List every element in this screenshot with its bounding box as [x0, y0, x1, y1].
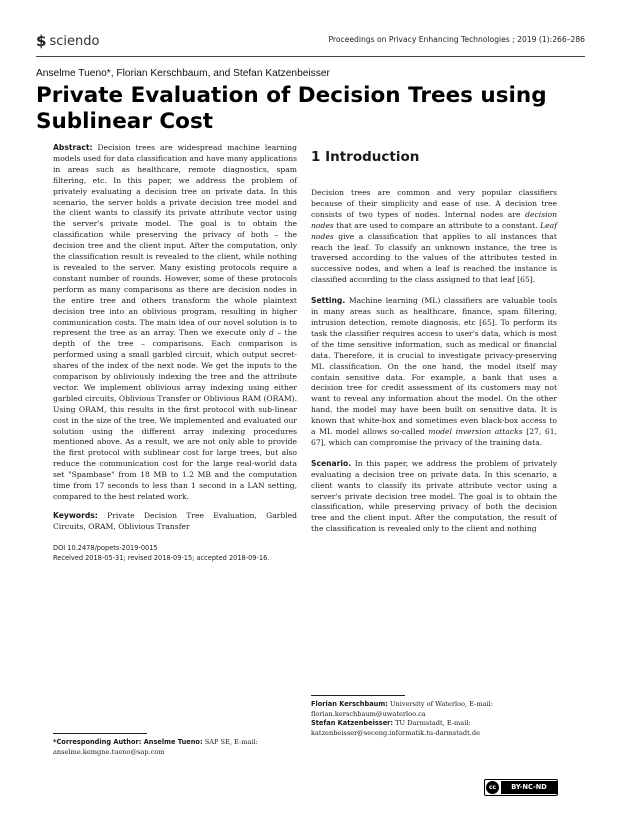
cc-license-badge: [484, 779, 558, 796]
setting-paragraph: [311, 296, 557, 449]
doi: DOI 10.2478/popets-2019-0015: [53, 543, 158, 552]
setting-emphasis: model inversion attacks: [428, 427, 523, 437]
received-dates: Received 2018-05-31; revised 2018-09-15; accepted 2018-09-16.: [53, 553, 270, 562]
paper-title: Private Evaluation of Decision Trees using Sublinear Cost: [36, 83, 547, 134]
left-column: [53, 143, 297, 563]
intro-p1-text-a: Decision trees are common and very popular classifiers because of their simplicity and ease of use. A decision tree consists of two types of nodes. Internal nodes are: [311, 188, 557, 219]
setting-label: Setting.: [311, 296, 346, 306]
footnote-divider-right: [311, 695, 405, 696]
author-list: Anselme Tueno*, Florian Kerschbaum, and Stefan Katzenbeisser: [36, 68, 330, 79]
intro-paragraph-1: [311, 188, 557, 286]
footnote-kerschbaum-text: University of Waterloo, E-mail: florian.kerschbaum@uwaterloo.ca: [311, 700, 493, 718]
footnote-divider-left: [53, 733, 147, 734]
sciendo-logo: [36, 32, 99, 50]
header-divider: [36, 56, 585, 57]
section-heading-introduction: 1 Introduction: [311, 149, 420, 165]
sciendo-logo-text: sciendo: [49, 33, 100, 49]
keywords-text: Private Decision Tree Evaluation, Garbled Circuits, ORAM, Oblivious Transfer: [53, 510, 297, 531]
setting-text-a: Machine learning (ML) classifiers are valuable tools in many areas such as healthcare, finance, spam filtering, intrusion detection, remote diagnosis, etc [65]. To perform its task the classifier requires access to user's data, which is most of the time sensitive information, such as medical or financial data. Therefore, it is crucial to investigate privacy-preserving ML classification. On the one hand, the model itself may contain sensitive data. For example, a bank that uses a decision tree for credit assessment of its customers may not want to reveal any information about the model. On the other hand, the model may have been built on sensitive data. It is known that white-box and sometimes even black-box access to a ML model allows so-called: [311, 296, 557, 437]
footnote-katzenbeisser-name: Stefan Katzenbeisser:: [311, 719, 394, 728]
scenario-label: Scenario.: [311, 458, 352, 468]
right-column: [311, 148, 557, 545]
abstract-variable-d: d: [269, 328, 274, 338]
scenario-text: In this paper, we address the problem of privately evaluating a decision tree on private data. In this scenario, a client wants to classify its private attribute vector using a server's private decision tree model. The goal is to obtain the classification, while preserving privacy of both the decision tree and the client input. After the computation, the result of the classification is revealed only to the client and nothing: [311, 458, 557, 534]
corresponding-author-footnote: [53, 738, 297, 757]
footnote-katzenbeisser: [311, 719, 557, 738]
intro-p1-text-c: give a classification that applies to all instances that reach the leaf. To classify an unknown instance, the tree is traversed according to the values of the attributes tested in successive nodes, and when a leaf is reached the instance is classified according to the class assigned to that leaf [65].: [311, 231, 557, 285]
intro-p1-emphasis-leaf-nodes: Leaf nodes: [311, 220, 557, 241]
license-terms: BY-NC-ND: [501, 781, 557, 794]
keywords: [53, 511, 297, 533]
abstract-text: Decision trees are widespread machine learning models used for data classification and have many applications in areas such as healthcare, remote diagnostics, spam filtering, etc. In this paper, we address the problem of privately evaluating a decision tree on private data. In this scenario, the server holds a private decision tree model and the client wants to classify its private attribute vector using the server's private model. The goal is to obtain the classification while preserving the privacy of both – the decision tree and the client input. After the computation, only the classification result is revealed to the client, while nothing is revealed to the server. Many existing protocols require a constant number of rounds. However, some of these protocols perform as many comparisons as there are decision nodes in the entire tree and others transform the whole plaintext decision tree into an oblivious program, resulting in higher communication costs. The main idea of our novel solution is to represent the tree as an array. Then we execute only: [53, 143, 297, 338]
footnote-corresponding-label: *Corresponding Author: Anselme Tueno:: [53, 738, 203, 746]
footnote-kerschbaum: [311, 700, 557, 719]
author-affiliations: [311, 700, 557, 738]
sciendo-logo-icon: $: [36, 32, 47, 50]
intro-p1-text-b: that are used to compare an attribute to a constant.: [333, 220, 541, 230]
footnote-kerschbaum-name: Florian Kerschbaum:: [311, 700, 388, 708]
setting-text-b: [27, 61, 67], which can compromise the privacy of the training data.: [311, 427, 557, 447]
abstract-text-continued: – the depth of the tree – comparisons. Each comparison is performed using a small garbled circuit, which output secret-shares of the index of the next node. We get the inputs to the comparison by obliviously indexing the tree and the attribute vector. We implement oblivious array indexing using either garbled circuits, Oblivious Transfer or Oblivious RAM (ORAM). Using ORAM, this results in the first protocol with sub-linear cost in the size of the tree. We implemented and evaluated our solution using the different array indexing procedures mentioned above. As a result, we are not only able to provide the first protocol with sublinear cost for large trees, but also reduce the communication cost for the large real-world data set "Spambase" from 18 MB to 1.2 MB and the computation time from 17 seconds to less than 1 second in a LAN setting, compared to the best related work.: [53, 328, 297, 501]
scenario-paragraph: [311, 459, 557, 535]
abstract-label: Abstract:: [53, 143, 93, 152]
footnote-corresponding-text: SAP SE, E-mail: anselme.kemgne.tueno@sap.com: [53, 738, 258, 756]
footnote-katzenbeisser-text: TU Darmstadt, E-mail: katzenbeisser@seceng.informatik.tu-darmstadt.de: [311, 719, 480, 737]
journal-citation: Proceedings on Privacy Enhancing Technologies ; 2019 (1):266–286: [328, 35, 585, 44]
keywords-label: Keywords:: [53, 510, 98, 520]
page-header: [36, 32, 585, 54]
abstract: [53, 143, 297, 503]
intro-p1-emphasis-decision-nodes: decision nodes: [311, 209, 557, 230]
creative-commons-icon: cc: [486, 781, 499, 794]
